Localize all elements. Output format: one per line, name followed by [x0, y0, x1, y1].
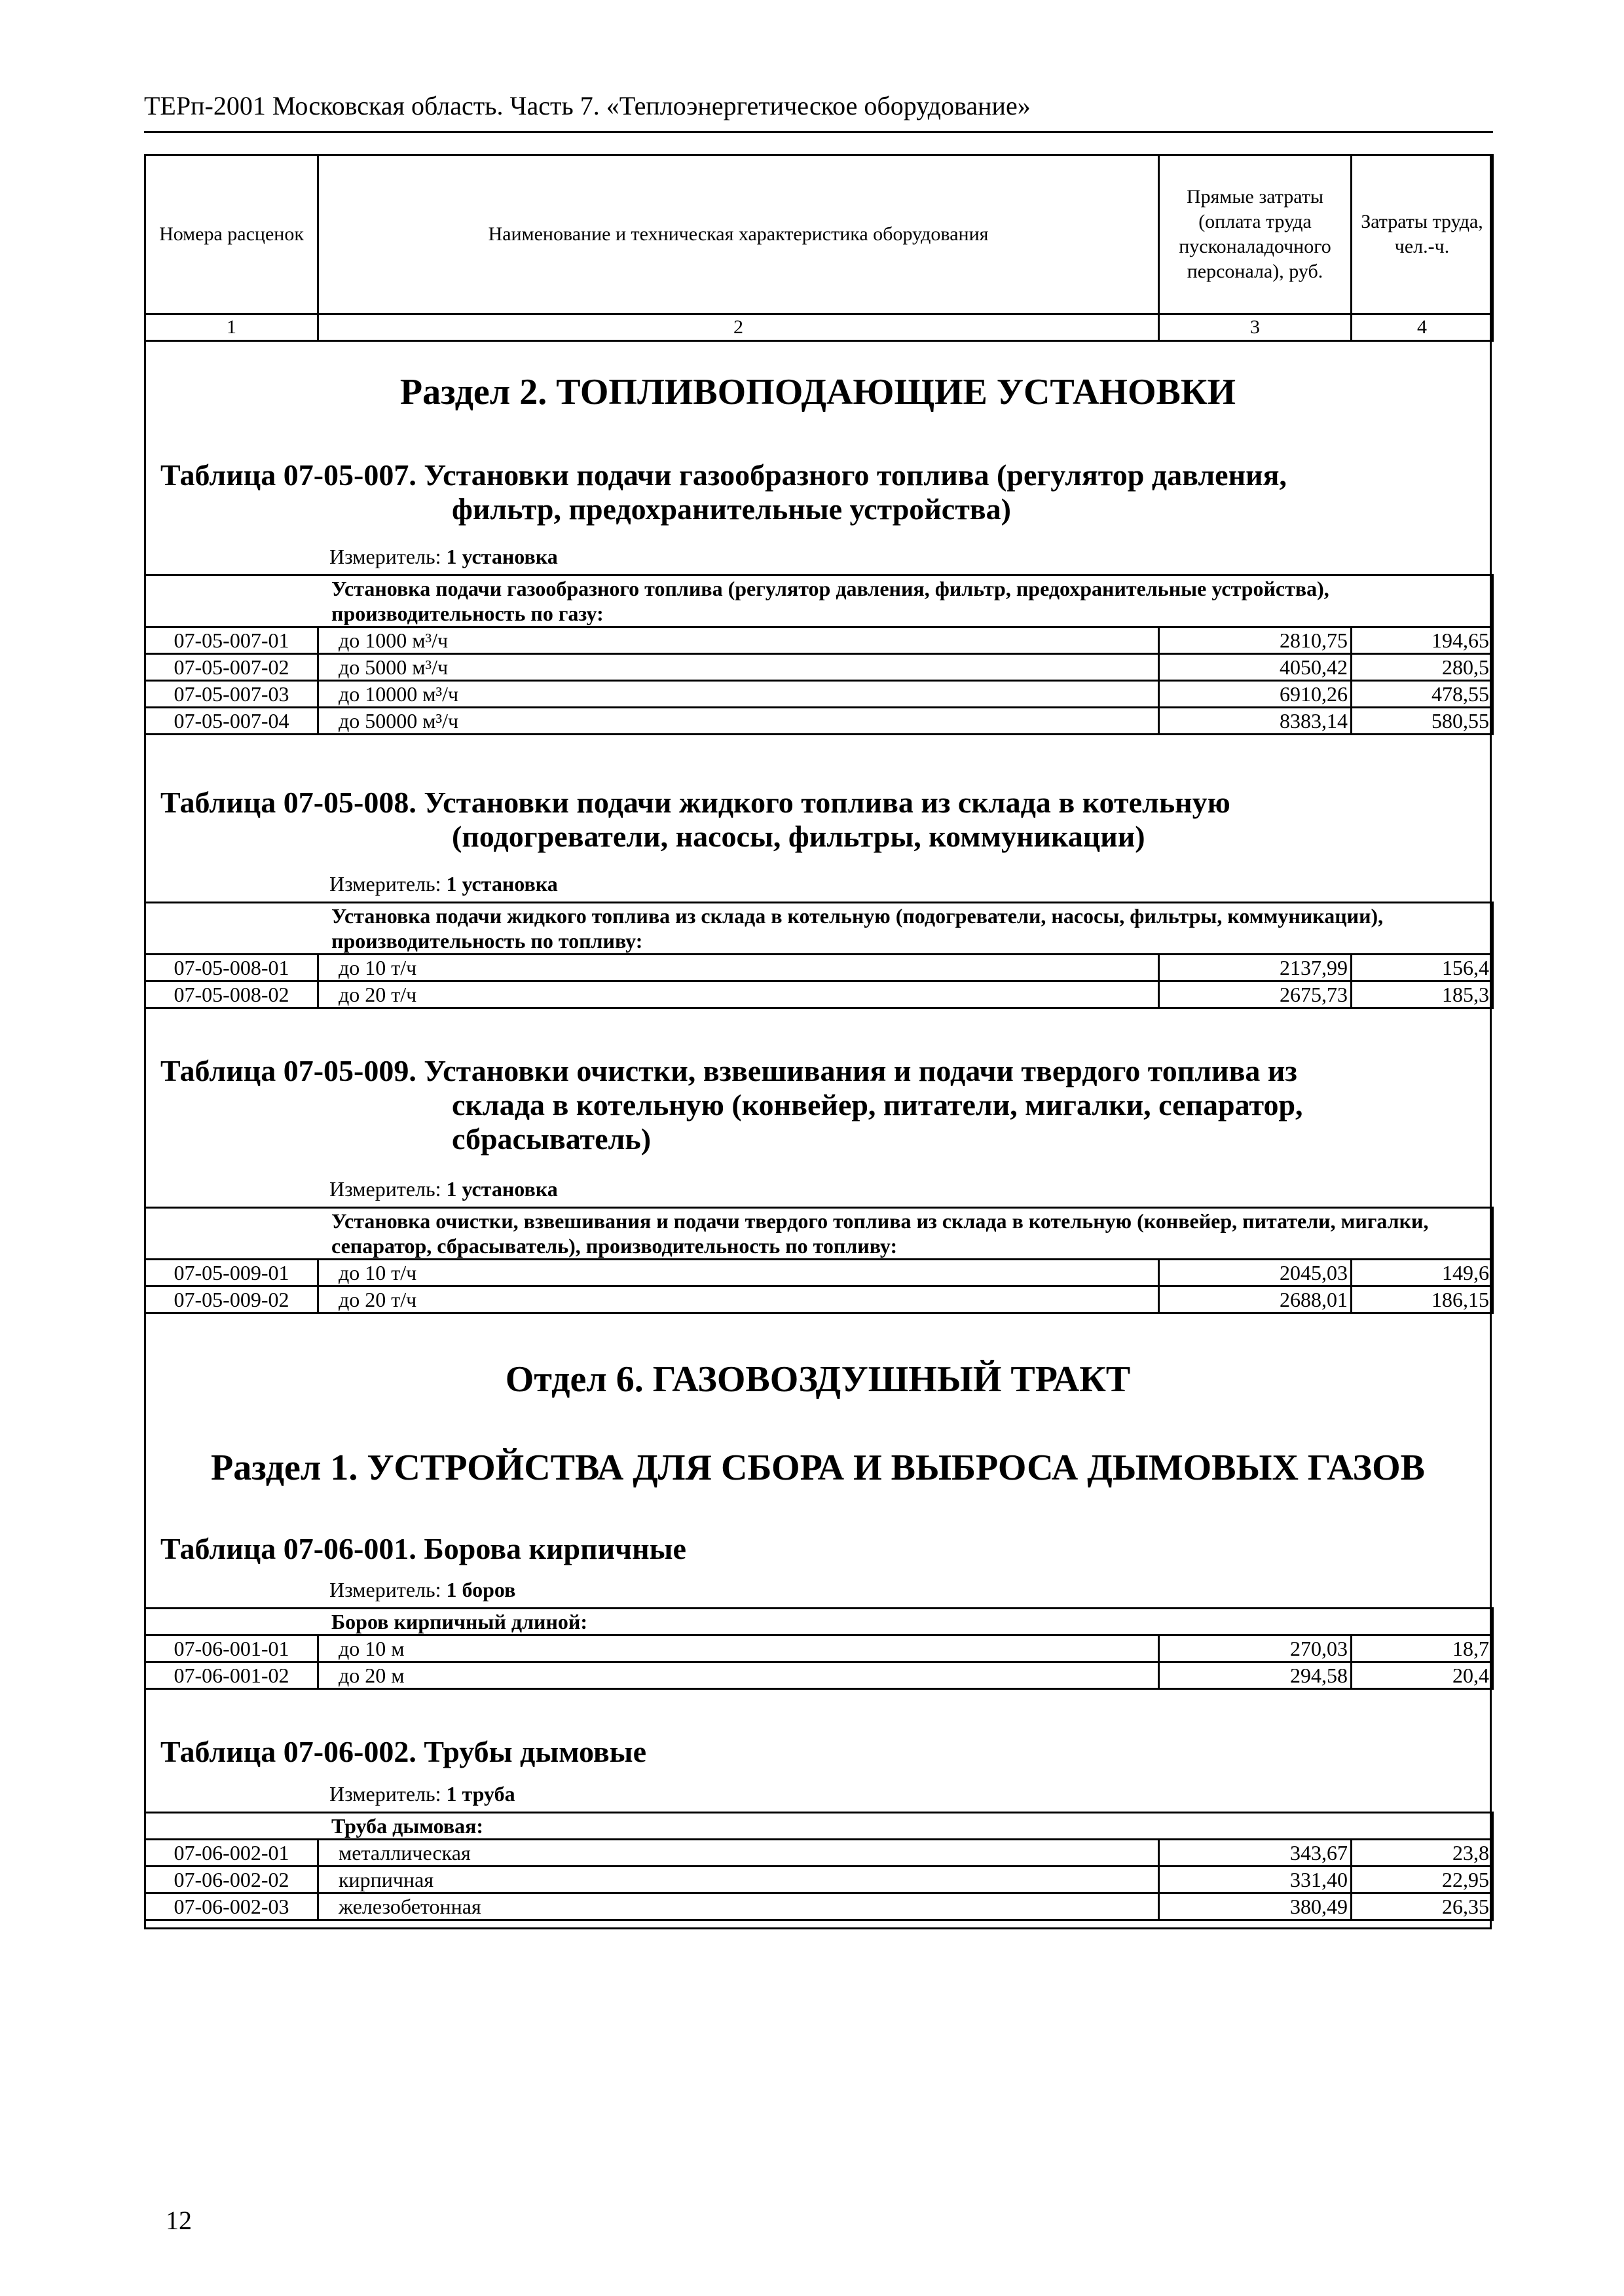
section-1-title: Раздел 1. УСТРОЙСТВА ДЛЯ СБОРА И ВЫБРОСА ДЫМОВЫХ ГАЗОВ: [211, 1448, 1425, 1488]
col-number-3: 3: [1159, 314, 1352, 341]
item-name: до 50000 м³/ч: [318, 708, 1159, 735]
header-rule: [144, 131, 1493, 133]
table-row: [145, 955, 1493, 981]
table-007: [144, 574, 1494, 735]
item-name: металлическая: [318, 1840, 1159, 1867]
rate-code: 07-06-001-01: [145, 1635, 318, 1662]
direct-cost: 331,40: [1159, 1867, 1352, 1893]
col-header-codes: Номера расценок: [145, 155, 318, 314]
direct-cost: 270,03: [1159, 1635, 1352, 1662]
labor-cost: 22,95: [1352, 1867, 1493, 1893]
col-header-name: Наименование и техническая характеристика оборудования: [318, 155, 1159, 314]
labor-cost: 280,5: [1352, 654, 1493, 681]
rate-code: 07-05-007-03: [145, 681, 318, 708]
direct-cost: 2675,73: [1159, 981, 1352, 1008]
table-602-title: [160, 1735, 646, 1769]
labor-cost: 580,55: [1352, 708, 1493, 735]
table-row: [145, 1867, 1493, 1893]
item-name: до 20 м: [318, 1662, 1159, 1689]
measure-unit: 1 боров: [446, 1578, 516, 1601]
rate-code: 07-06-001-02: [145, 1662, 318, 1689]
table-008-measure: [329, 872, 558, 896]
rate-code: 07-05-008-01: [145, 955, 318, 981]
rate-code: 07-06-002-02: [145, 1867, 318, 1893]
rate-code: 07-05-008-02: [145, 981, 318, 1008]
table-row: [145, 1260, 1493, 1286]
table-602-description: Труба дымовая:: [145, 1813, 1493, 1840]
measure-unit: 1 установка: [446, 872, 558, 896]
item-name: до 1000 м³/ч: [318, 627, 1159, 654]
table-008-title: [160, 786, 1230, 854]
measure-label: Измеритель:: [329, 1782, 441, 1806]
table-009-title-line2: склада в котельную (конвейер, питатели, мигалки, сепаратор,: [452, 1088, 1303, 1121]
rate-code: 07-05-007-02: [145, 654, 318, 681]
col-header-labor: Затраты труда, чел.-ч.: [1352, 155, 1493, 314]
table-row: [145, 1635, 1493, 1662]
section-2-title: Раздел 2. ТОПЛИВОПОДАЮЩИЕ УСТАНОВКИ: [399, 372, 1236, 412]
direct-cost: 294,58: [1159, 1662, 1352, 1689]
page-number: 12: [166, 2206, 192, 2235]
table-row: [145, 654, 1493, 681]
table-602-measure: [329, 1782, 515, 1806]
item-name: железобетонная: [318, 1893, 1159, 1920]
direct-cost: 2688,01: [1159, 1286, 1352, 1313]
table-009-title-line1: Таблица 07-05-009. Установки очистки, взвешивания и подачи твердого топлива из: [160, 1054, 1297, 1087]
measure-label: Измеритель:: [329, 1177, 441, 1201]
table-602-title-line1: Таблица 07-06-002. Трубы дымовые: [160, 1735, 646, 1768]
table-009: [144, 1207, 1494, 1314]
direct-cost: 8383,14: [1159, 708, 1352, 735]
rate-code: 07-05-007-01: [145, 627, 318, 654]
rate-code: 07-06-002-01: [145, 1840, 318, 1867]
direct-cost: 2137,99: [1159, 955, 1352, 981]
labor-cost: 185,3: [1352, 981, 1493, 1008]
table-008-description: Установка подачи жидкого топлива из склада в котельную (подогреватели, насосы, фильтры, коммуникации), производительность по топливу:: [145, 903, 1493, 955]
item-name: до 5000 м³/ч: [318, 654, 1159, 681]
rate-code: 07-06-002-03: [145, 1893, 318, 1920]
table-009-title: [160, 1054, 1303, 1156]
measure-label: Измеритель:: [329, 1578, 441, 1601]
table-row: [145, 1840, 1493, 1867]
table-007-measure: [329, 545, 558, 569]
page-header: ТЕРп-2001 Московская область. Часть 7. «Теплоэнергетическое оборудование»: [144, 91, 1031, 120]
table-008-title-line2: (подогреватели, насосы, фильтры, коммуникации): [452, 820, 1145, 853]
table-007-description: Установка подачи газообразного топлива (регулятор давления, фильтр, предохранительные устройства), производительность по газу:: [145, 575, 1493, 627]
table-row: [145, 708, 1493, 735]
item-name: кирпичная: [318, 1867, 1159, 1893]
direct-cost: 2810,75: [1159, 627, 1352, 654]
item-name: до 20 т/ч: [318, 1286, 1159, 1313]
labor-cost: 186,15: [1352, 1286, 1493, 1313]
labor-cost: 156,4: [1352, 955, 1493, 981]
table-007-title: [160, 458, 1287, 526]
otdel-6-title: Отдел 6. ГАЗОВОЗДУШНЫЙ ТРАКТ: [505, 1359, 1131, 1400]
col-number-1: 1: [145, 314, 318, 341]
table-row: [145, 1893, 1493, 1920]
table-row: [145, 681, 1493, 708]
table-601: [144, 1607, 1494, 1690]
labor-cost: 18,7: [1352, 1635, 1493, 1662]
table-009-title-line3: сбрасыватель): [452, 1122, 652, 1156]
table-601-title-line1: Таблица 07-06-001. Борова кирпичные: [160, 1532, 686, 1565]
direct-cost: 2045,03: [1159, 1260, 1352, 1286]
labor-cost: 478,55: [1352, 681, 1493, 708]
rate-code: 07-05-007-04: [145, 708, 318, 735]
direct-cost: 6910,26: [1159, 681, 1352, 708]
table-row: [145, 1662, 1493, 1689]
table-601-description: Боров кирпичный длиной:: [145, 1609, 1493, 1635]
measure-label: Измеритель:: [329, 872, 441, 896]
table-007-title-line2: фильтр, предохранительные устройства): [452, 492, 1011, 526]
rate-code: 07-05-009-02: [145, 1286, 318, 1313]
item-name: до 10 т/ч: [318, 955, 1159, 981]
measure-unit: 1 труба: [446, 1782, 515, 1806]
item-name: до 20 т/ч: [318, 981, 1159, 1008]
table-row: [145, 1286, 1493, 1313]
labor-cost: 194,65: [1352, 627, 1493, 654]
table-601-title: [160, 1532, 686, 1566]
table-row: [145, 627, 1493, 654]
item-name: до 10 т/ч: [318, 1260, 1159, 1286]
measure-label: Измеритель:: [329, 545, 441, 568]
table-602: [144, 1812, 1494, 1921]
labor-cost: 23,8: [1352, 1840, 1493, 1867]
direct-cost: 343,67: [1159, 1840, 1352, 1867]
table-601-measure: [329, 1578, 515, 1602]
table-007-title-line1: Таблица 07-05-007. Установки подачи газообразного топлива (регулятор давления,: [160, 458, 1287, 492]
labor-cost: 26,35: [1352, 1893, 1493, 1920]
column-header-table: [144, 154, 1494, 342]
col-number-4: 4: [1352, 314, 1493, 341]
col-number-2: 2: [318, 314, 1159, 341]
labor-cost: 20,4: [1352, 1662, 1493, 1689]
labor-cost: 149,6: [1352, 1260, 1493, 1286]
table-row: [145, 981, 1493, 1008]
table-008: [144, 902, 1494, 1009]
table-009-measure: [329, 1177, 558, 1201]
direct-cost: 4050,42: [1159, 654, 1352, 681]
measure-unit: 1 установка: [446, 545, 558, 568]
measure-unit: 1 установка: [446, 1177, 558, 1201]
table-009-description: Установка очистки, взвешивания и подачи твердого топлива из склада в котельную (конвейер, питатели, мигалки, сепаратор, сбрасыватель), производительность по топливу:: [145, 1208, 1493, 1260]
table-008-title-line1: Таблица 07-05-008. Установки подачи жидкого топлива из склада в котельную: [160, 786, 1230, 819]
item-name: до 10000 м³/ч: [318, 681, 1159, 708]
col-header-cost: Прямые затраты (оплата труда пусконаладочного персонала), руб.: [1159, 155, 1352, 314]
rate-code: 07-05-009-01: [145, 1260, 318, 1286]
direct-cost: 380,49: [1159, 1893, 1352, 1920]
item-name: до 10 м: [318, 1635, 1159, 1662]
